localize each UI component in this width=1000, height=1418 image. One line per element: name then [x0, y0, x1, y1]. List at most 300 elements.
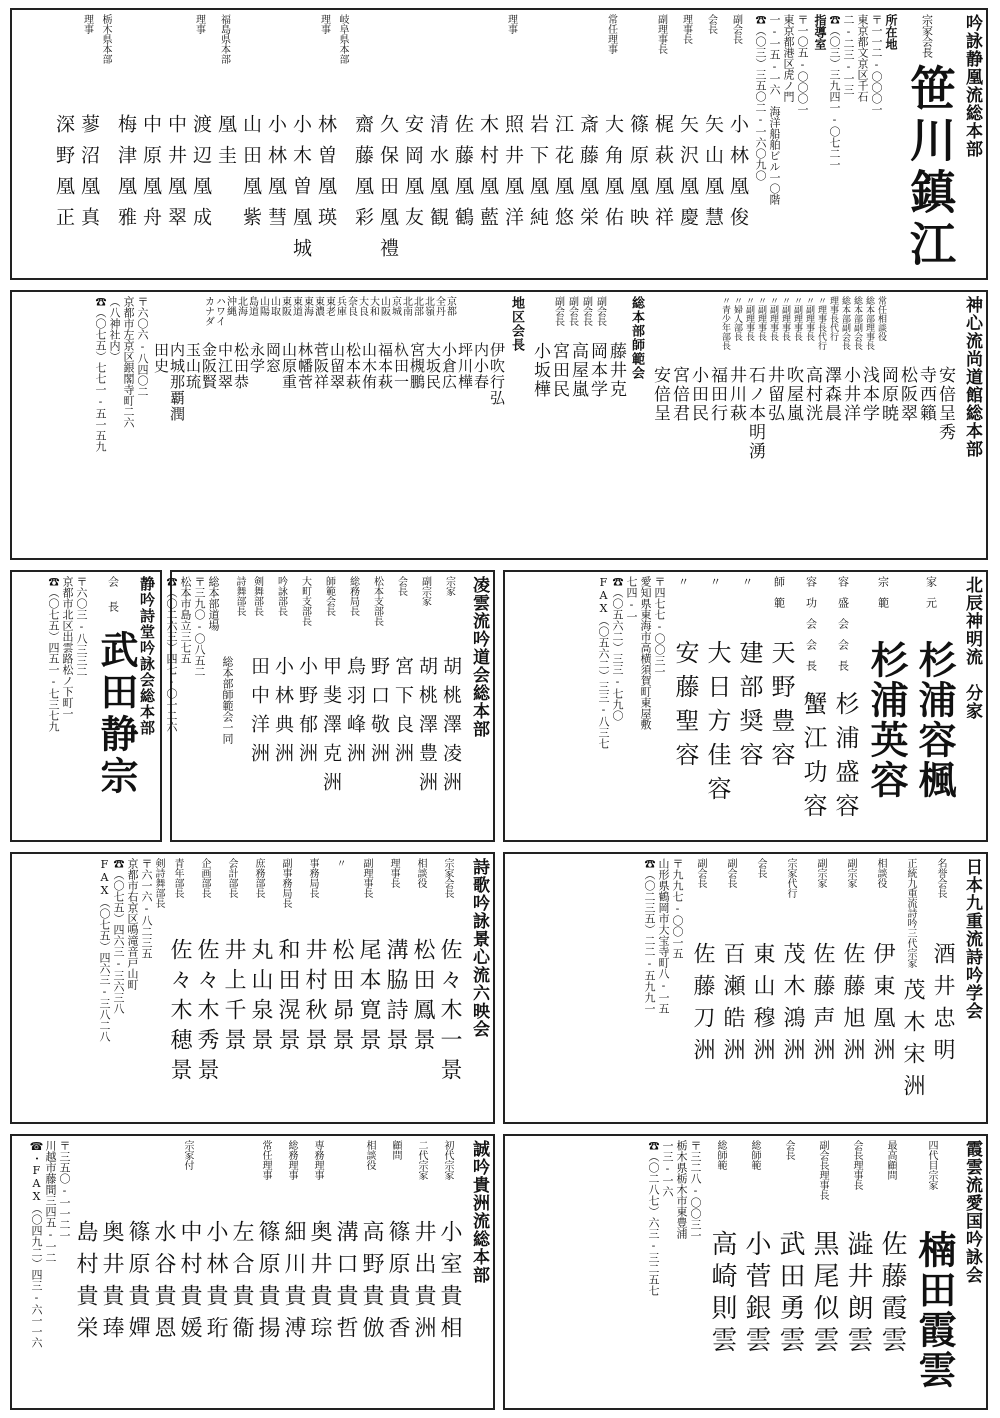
shihankai-name: 岡本学: [587, 342, 607, 399]
member-entry: [164, 858, 190, 1088]
addr-line: 京都市右京区鳴滝音戸山町: [126, 858, 139, 990]
member-role: 松本支部長: [371, 576, 383, 626]
shihankai-role: 副会長: [580, 296, 592, 326]
district-name: 林幡菅: [296, 342, 314, 390]
block-hokushin-content: [505, 572, 986, 840]
group-officers: [649, 296, 953, 461]
officer-name: 福田行: [707, 366, 727, 423]
block-keishinryu-content: [12, 854, 493, 1122]
member-role: 宗家: [443, 576, 455, 596]
addr-tel: ☎（〇五六二）三三‐七九〇: [611, 576, 624, 721]
member-name: 木村凰藍: [477, 114, 499, 238]
block-keishinryu: [10, 852, 495, 1124]
district-label: 奈良: [345, 296, 357, 316]
org-title: 霞雲流愛国吟詠会: [962, 1140, 982, 1284]
member-entry: [773, 1140, 803, 1358]
member-entry: [861, 576, 909, 800]
member-entry: [897, 858, 923, 1106]
member-entry: [807, 858, 833, 1070]
district-name: 福本萩: [376, 342, 394, 390]
officer-name: 安倍呈秀: [935, 366, 955, 442]
member-name: 胡桃澤凌洲: [440, 656, 462, 801]
member-name: 深野凰正: [53, 114, 75, 238]
member-role: 初代宗家: [442, 1140, 453, 1180]
member-name: 梅津凰雅: [115, 114, 137, 238]
org-title: 吟詠静凰流総本部: [962, 14, 982, 158]
member-entry: [777, 858, 803, 1070]
member-role: 理事: [193, 14, 205, 34]
member-role: 副理事長: [655, 14, 667, 54]
block-kishuryu-content: [12, 1136, 493, 1408]
officer-role: 〃副理事長: [792, 296, 802, 341]
addr-zip: 〒九九七‐〇〇一五: [671, 858, 684, 959]
district-label: 大良: [356, 296, 368, 316]
member-entry: [356, 1140, 382, 1348]
member-entry: [765, 576, 793, 776]
member-entry: [747, 858, 773, 1070]
addr-zip: 〒六一六‐八二三五: [140, 858, 153, 959]
member-name: 松田鳳景: [410, 938, 435, 1058]
member-entry: [599, 14, 622, 238]
member-name: 杉浦英容: [864, 640, 909, 800]
org-title: 北辰神明流 分家: [962, 576, 982, 720]
district-label: 北嶺: [422, 296, 434, 316]
member-name: 天野豊容: [767, 640, 795, 776]
member-role: 〃: [334, 858, 345, 868]
member-entry: [875, 1140, 905, 1358]
district-labels: [202, 296, 455, 336]
member-name: 斎藤凰栄: [577, 114, 599, 238]
member-name: 溝脇詩景: [383, 938, 408, 1058]
officer-name: 井川萩: [726, 366, 746, 423]
member-role: 会長: [755, 858, 766, 878]
member-name: 山田凰紫: [240, 114, 262, 238]
addr-line: 山形県鶴岡市大宝寺町八‐一五: [657, 858, 670, 1014]
block-seigin-shidou: [10, 570, 162, 842]
member-name: 水谷貴恩: [151, 1220, 176, 1348]
member-role: 副会長: [730, 14, 742, 44]
member-name: 中村貴媛: [177, 1220, 202, 1348]
member-name: 高野貴倣: [359, 1220, 384, 1348]
member-entry: [337, 14, 347, 114]
member-name: 左合貴衞: [229, 1220, 254, 1348]
member-entry: [701, 576, 729, 810]
member-entry: [234, 576, 244, 656]
district-name: 坪川樺: [456, 342, 474, 390]
group-districts: [152, 296, 504, 422]
member-entry: [212, 14, 235, 176]
member-entry: [837, 858, 863, 1070]
officer-role: 常任相談役: [876, 296, 886, 341]
district-label: 京都: [444, 296, 456, 316]
org-title: 誠吟貴洲流総本部: [469, 1140, 489, 1284]
member-role: 宗家付: [182, 1140, 193, 1170]
member-entry: [674, 14, 697, 238]
member-name: 篠原貴嬋: [125, 1220, 150, 1348]
district-label: 北海: [235, 296, 247, 316]
member-entry: [449, 14, 472, 238]
head-entry: [91, 576, 139, 798]
block-hokushin-shinmeiryu: [503, 570, 988, 842]
member-name: 伊東凰洲: [870, 942, 895, 1070]
addr-line: 松本市島立三七五: [179, 576, 192, 664]
member-name: 安藤聖容: [671, 640, 699, 776]
addr-line: 愛知県東海市高横須賀町東屋敷: [639, 576, 652, 730]
member-role: 常任理事: [605, 14, 617, 54]
district-label: 東老: [323, 296, 335, 316]
member-name: 江花凰悠: [552, 114, 574, 238]
org-title: 凌雲流吟道会総本部: [469, 576, 489, 738]
member-name: 中原凰舟: [140, 114, 162, 238]
member-role: 庶務部長: [253, 858, 264, 898]
member-role: 剣舞部長: [251, 576, 263, 616]
member-name: 黒尾似雲: [809, 1230, 839, 1358]
member-name: 島村貴栄: [73, 1220, 98, 1348]
member-role: 〃: [740, 576, 754, 597]
member-entry: [374, 14, 397, 269]
member-name: 澁井朗雲: [843, 1230, 873, 1358]
addr-zip: 〒六〇六‐八四〇二: [136, 296, 149, 397]
member-entry: [380, 858, 406, 1058]
member-entry: [474, 14, 497, 238]
addr-line2: （八神社内）: [108, 296, 121, 362]
member-entry: [807, 1140, 837, 1358]
office-label: 指導室: [813, 14, 827, 50]
block-kaunryu: [503, 1134, 988, 1410]
block-ryouunryu: [165, 570, 495, 842]
district-name: 松本萩: [344, 342, 362, 390]
officer-name: 井留弘: [764, 366, 784, 423]
member-name: 百瀬皓洲: [720, 942, 745, 1070]
officer-role: 理事長代行: [828, 296, 838, 341]
member-role: 師範会長: [323, 576, 335, 616]
district-label: 沖縄: [224, 296, 236, 316]
officer-role: 〃青少年部長: [720, 296, 730, 350]
section-title: 総本部師範会: [629, 296, 644, 380]
member-role: 青年部長: [172, 858, 183, 898]
district-name: 金阪賢: [200, 342, 218, 390]
officer-name: 浅本学: [859, 366, 879, 423]
addr-tel: ☎・FAX（〇四九二）四三‐六一一六: [30, 1140, 43, 1348]
member-name: 甲斐澤克洲: [320, 656, 342, 801]
officer-role: 総本部副会長: [852, 296, 862, 350]
member-role: 最高顧問: [885, 1140, 896, 1180]
member-entry: [574, 14, 597, 238]
member-role: 岐阜県本部: [337, 14, 348, 64]
member-entry: [353, 858, 379, 1058]
member-role: 企画部長: [199, 858, 210, 898]
member-entry: [304, 1140, 330, 1348]
addr-label: 所在地: [884, 14, 898, 50]
member-entry: [797, 576, 825, 827]
addr-line: 川越市藤間三四五‐一二: [44, 1140, 57, 1263]
addr-tel: ☎（〇二三五）二二‐五九九一: [643, 858, 656, 1014]
member-entry: [174, 1140, 200, 1348]
member-entry: [162, 14, 185, 238]
district-label: 東海: [301, 296, 313, 316]
member-role: 理事: [81, 14, 93, 34]
head-role: 会長: [106, 576, 120, 626]
member-role: 副宗家: [815, 858, 826, 888]
member-name: 楠田霞雲: [912, 1230, 957, 1390]
member-entry: [269, 576, 292, 772]
member-name: 佐藤刀洲: [690, 942, 715, 1070]
office-line: 東京都港区虎ノ門: [782, 14, 795, 102]
member-role: 総師範: [749, 1140, 760, 1170]
member-name: 井村秋景: [302, 938, 327, 1058]
shihankai-role: 副会長: [566, 296, 578, 326]
member-name: 酒井忠明: [930, 942, 955, 1070]
member-role: 副会長: [725, 858, 736, 888]
member-role: 専務理事: [312, 1140, 323, 1180]
officer-roles: [717, 296, 885, 360]
district-names: [152, 342, 504, 422]
member-role: 正統九重流詩吟三代宗家: [905, 858, 916, 968]
addr-zip: 〒六〇三‐八三三二: [75, 576, 88, 677]
member-role: 名誉会長: [935, 858, 946, 898]
district-name: 内小春: [472, 342, 490, 390]
member-entry: [326, 858, 352, 1058]
officer-name: 岡原暁: [878, 366, 898, 423]
member-role: 栃木県本部: [100, 14, 111, 64]
shihankai-name: 小坂樺: [530, 342, 550, 399]
member-role: 副宗家: [845, 858, 856, 888]
member-role: 容功会会長: [804, 576, 818, 681]
member-role: 相談役: [415, 858, 426, 888]
block-seigin-kishuryu: [10, 1134, 495, 1410]
addr-label: 総本部道場: [207, 576, 220, 631]
district-name: 永学: [248, 342, 266, 374]
officer-role: 〃副理事長: [780, 296, 790, 341]
member-entry: [624, 14, 647, 238]
officer-name: 小井洋: [840, 366, 860, 423]
member-entry: [841, 1140, 871, 1358]
district-name: 大坂民: [424, 342, 442, 390]
member-entry: [148, 1140, 174, 1348]
member-name: 凰圭: [215, 114, 237, 176]
member-name: 佐藤霞雲: [877, 1230, 907, 1358]
section-title: 地区会長: [509, 296, 524, 352]
member-entry: [50, 14, 73, 238]
member-name: 小林貴珩: [203, 1220, 228, 1348]
member-role: 顧問: [390, 1140, 401, 1160]
member-entry: [312, 14, 335, 238]
officer-name: 澤森晨: [821, 366, 841, 423]
member-name: 井出貴洲: [411, 1220, 436, 1348]
member-entry: [262, 14, 285, 238]
org-title: 神心流尚道館総本部: [962, 296, 982, 458]
officer-name: 寺西籟: [916, 366, 936, 423]
member-entry: [341, 576, 364, 772]
member-entry: [687, 858, 713, 1070]
addr-line2: 二‐二三‐一三: [842, 14, 855, 95]
officer-name: 石ノ本明湧: [745, 366, 765, 461]
member-entry: [200, 1140, 226, 1348]
district-name: 杁田一: [392, 342, 410, 390]
member-entry: [226, 1140, 252, 1348]
member-role: 総師範: [715, 1140, 726, 1170]
member-name: 大角凰佑: [602, 114, 624, 238]
member-entry: [293, 576, 316, 772]
head-entry: [901, 14, 957, 272]
member-entry: [278, 1140, 304, 1348]
member-name: 野口敬洲: [368, 656, 390, 772]
member-entry: [299, 858, 325, 1058]
member-entry: [75, 14, 98, 238]
district-label: 兵庫: [334, 296, 346, 316]
officer-name: 小田民: [688, 366, 708, 423]
block-ginei-seiouryu: [10, 8, 988, 280]
block-kaunryu-content: [505, 1136, 986, 1408]
member-entry: [499, 14, 522, 238]
member-role: 二代宗家: [416, 1140, 427, 1180]
district-name: 松田恭: [232, 342, 250, 390]
addr-line2: 一三‐一六: [661, 1140, 674, 1197]
member-name: 小菅銀雲: [741, 1230, 771, 1358]
member-entry: [70, 1140, 96, 1348]
officer-role: 〃理事長代行: [816, 296, 826, 350]
member-role: 事務局長: [307, 858, 318, 898]
member-role: 詩舞部長: [234, 576, 245, 616]
officer-name: 松阪翠: [897, 366, 917, 423]
member-role: 〃: [708, 576, 722, 597]
shihankai-role: 副会長: [552, 296, 564, 326]
addr-line: 京都市左京区銀閣寺町二六: [122, 296, 135, 428]
member-entry: [272, 858, 298, 1058]
district-name: 宮槻鵬: [408, 342, 426, 390]
member-role: 宗家代行: [785, 858, 796, 898]
district-label: 山陽: [257, 296, 269, 316]
addr-zip: 〒一一二‐〇〇〇一: [870, 14, 883, 115]
member-name: 矢沢凰慶: [677, 114, 699, 238]
member-entry: [122, 1140, 148, 1348]
member-entry: [382, 1140, 408, 1348]
addr-zip: 〒三二八‐〇〇三一: [689, 1140, 702, 1241]
district-name: 菅阪祥: [312, 342, 330, 390]
member-entry: [237, 14, 260, 238]
office-line2: 一‐一五‐一六 海洋船舶ビル一〇階: [768, 14, 781, 205]
member-role: 師範: [772, 576, 786, 618]
member-name: 田中洋洲: [248, 656, 270, 772]
member-name: 細川貴溥: [281, 1220, 306, 1348]
member-name: 安岡凰友: [402, 114, 424, 238]
member-name: 杉浦容楓: [912, 640, 957, 800]
member-entry: [408, 1140, 434, 1348]
member-name: 溝口貴哲: [333, 1220, 358, 1348]
block-seigin-content: [12, 572, 160, 840]
shihankai-name: 高屋嵐: [568, 342, 588, 399]
member-role: 理事: [505, 14, 517, 34]
district-label: 東道: [290, 296, 302, 316]
member-name: 篠原凰映: [627, 114, 649, 238]
district-name: 山留翠: [328, 342, 346, 390]
member-name: 佐々木秀景: [194, 938, 219, 1088]
addr-zip: 〒四七七‐〇〇三一: [653, 576, 666, 677]
member-role: 会長: [783, 1140, 794, 1160]
member-name: 渡辺凰成: [190, 114, 212, 238]
member-entry: [252, 1140, 278, 1348]
member-role: 副宗家: [419, 576, 431, 606]
member-name: 尾本寛景: [356, 938, 381, 1058]
member-role: 剣詩舞部長: [153, 858, 164, 908]
member-entry: [434, 858, 460, 1088]
district-name: 中江翠: [216, 342, 234, 390]
member-role: 総務理事: [286, 1140, 297, 1180]
member-role: 〃: [676, 576, 690, 597]
member-name: 和田滉景: [275, 938, 300, 1058]
member-name: 茂木宋洲: [900, 978, 925, 1106]
member-name: 林曽凰瑛: [315, 114, 337, 238]
member-name: 佐藤旭洲: [840, 942, 865, 1070]
member-name: 奥井貴琮: [307, 1220, 332, 1348]
district-name: 伊吹行弘: [488, 342, 506, 406]
member-name: 佐藤凰鶴: [452, 114, 474, 238]
member-role: 宗家会長: [442, 858, 453, 898]
member-entry: [317, 576, 340, 801]
member-entry: [717, 858, 743, 1070]
district-name: 岡窓: [264, 342, 282, 374]
member-name: 鳥羽峰洲: [344, 656, 366, 772]
addr-tel: ☎（〇二八七）六三‐三二五七: [647, 1140, 660, 1296]
org-title: 静吟詩堂吟詠会総本部: [138, 576, 156, 736]
member-name: 佐々木穂景: [167, 938, 192, 1088]
member-role: 福島県本部: [218, 14, 230, 64]
block-shinshinryu: [10, 290, 988, 560]
member-role: 会計部長: [226, 858, 237, 898]
member-entry: [245, 858, 271, 1058]
member-name: 蓼沼凰真: [78, 114, 100, 238]
addr-line: 京都市北区出雲路松ノ下町一: [61, 576, 74, 719]
member-entry: [349, 14, 372, 238]
addr-zip: 〒三五〇‐一一二一: [58, 1140, 71, 1241]
member-name: 奥井貴琫: [99, 1220, 124, 1348]
officer-name: 安倍呈: [650, 366, 670, 423]
member-name: 岩下凰純: [527, 114, 549, 238]
member-name: 武田勇雲: [775, 1230, 805, 1358]
tail-note: 総本部師範会一同: [221, 656, 234, 744]
member-entry: [909, 576, 957, 800]
shihankai-name: 宮田民: [549, 342, 569, 399]
officer-role: 〃副理事長: [768, 296, 778, 341]
district-label: 京城: [389, 296, 401, 316]
shihankai-roles: [549, 296, 605, 336]
member-name: 篠原貴香: [385, 1220, 410, 1348]
member-entry: [100, 14, 110, 114]
member-name: 小室貴相: [437, 1220, 462, 1348]
member-entry: [389, 576, 412, 772]
member-entry: [330, 1140, 356, 1348]
member-role: 会長: [395, 576, 407, 596]
block-kokonoeryu-content: [505, 854, 986, 1122]
member-name: 小野郁洲: [296, 656, 318, 772]
shihankai-name: 藤井克: [606, 342, 626, 399]
officer-role: 総本部理事長: [864, 296, 874, 350]
member-role: 理事長: [680, 14, 692, 44]
member-role: 副理事長: [361, 858, 372, 898]
member-name: 矢山凰慧: [702, 114, 724, 238]
member-entry: [524, 14, 547, 238]
block-ryouunryu-content: [165, 572, 493, 840]
member-name: 杉浦盛容: [831, 691, 859, 827]
member-entry: [699, 14, 722, 238]
member-name: 建部奨容: [735, 640, 763, 776]
member-role: 副事務局長: [280, 858, 291, 908]
member-entry: [724, 14, 747, 238]
member-entry: [287, 14, 310, 269]
addr-fax: FAX（〇七五）四六三‐三八二八: [98, 858, 111, 1042]
member-name: 中井凰翠: [165, 114, 187, 238]
group-shihankai: [529, 296, 624, 399]
